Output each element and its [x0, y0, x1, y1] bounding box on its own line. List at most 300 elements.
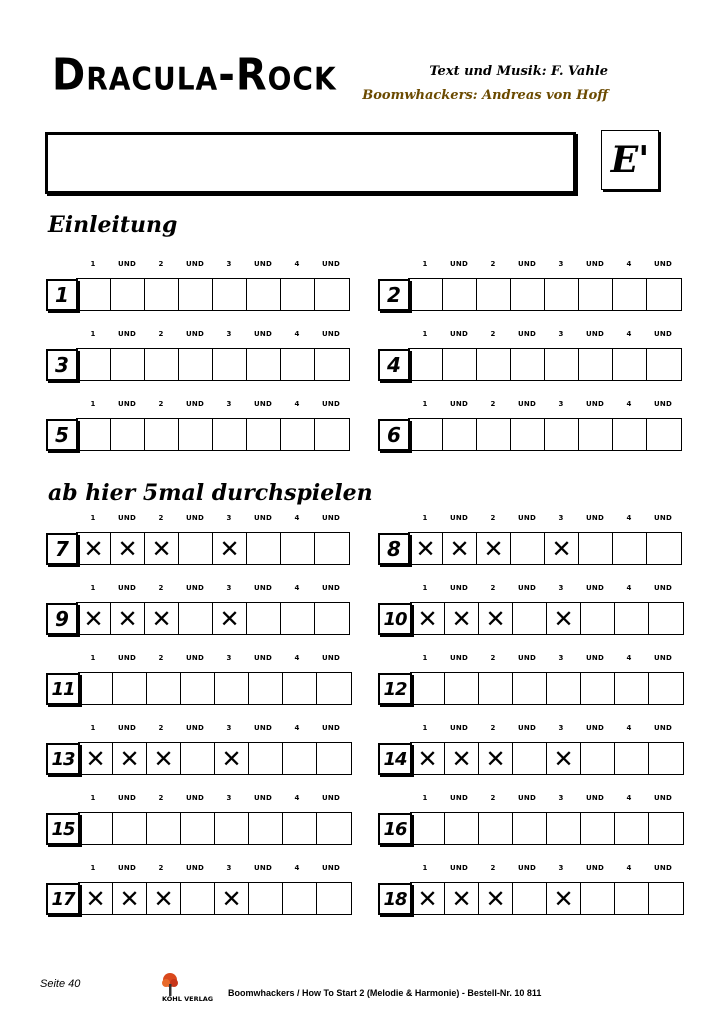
- beat-cells: [410, 742, 684, 775]
- beat-labels: [46, 864, 346, 878]
- beat-cell-empty[interactable]: [411, 673, 445, 704]
- beat-cell-marked[interactable]: [547, 743, 581, 774]
- beat-label: UND: [186, 400, 204, 408]
- beat-cell-marked[interactable]: [445, 743, 479, 774]
- beat-label: UND: [254, 400, 272, 408]
- beat-label: UND: [586, 260, 604, 268]
- beat-cell-empty[interactable]: [215, 673, 249, 704]
- beat-cell-empty[interactable]: [77, 349, 111, 380]
- beat-cell-empty[interactable]: [513, 743, 547, 774]
- bar-number: 1: [46, 279, 78, 311]
- beat-cell-empty[interactable]: [147, 813, 181, 844]
- beat-cell-empty[interactable]: [77, 419, 111, 450]
- beat-cell-empty[interactable]: [179, 419, 213, 450]
- cross-mark-icon: ✕: [219, 604, 240, 633]
- bar-number: 11: [46, 673, 80, 705]
- beat-cells: [408, 532, 682, 565]
- beat-label: UND: [322, 794, 340, 802]
- beat-labels: [378, 584, 678, 598]
- beat-cell-empty[interactable]: [443, 349, 477, 380]
- beat-cell-empty[interactable]: [249, 743, 283, 774]
- beat-cell-empty[interactable]: [181, 813, 215, 844]
- bar-number: 9: [46, 603, 78, 635]
- beat-cell-empty[interactable]: [181, 883, 215, 914]
- beat-cell-empty[interactable]: [479, 813, 513, 844]
- beat-cell-marked[interactable]: [411, 883, 445, 914]
- beat-cell-marked[interactable]: [545, 533, 579, 564]
- beat-cell-empty[interactable]: [315, 419, 349, 450]
- bar-number: 15: [46, 813, 80, 845]
- beat-label: UND: [322, 654, 340, 662]
- beat-cell-empty[interactable]: [283, 813, 317, 844]
- beat-cell-empty[interactable]: [213, 279, 247, 310]
- beat-cell-empty[interactable]: [247, 279, 281, 310]
- bar-number: 18: [378, 883, 412, 915]
- beat-cell-empty[interactable]: [581, 813, 615, 844]
- beat-label: 1: [422, 654, 428, 662]
- bar-number: 10: [378, 603, 412, 635]
- beat-cell-empty[interactable]: [477, 279, 511, 310]
- beat-cell-empty[interactable]: [111, 349, 145, 380]
- beat-cell-empty[interactable]: [579, 533, 613, 564]
- bar-number: 4: [378, 349, 410, 381]
- beat-label: UND: [254, 514, 272, 522]
- beat-cell-empty[interactable]: [545, 419, 579, 450]
- beat-label: UND: [118, 514, 136, 522]
- beat-cells: [410, 812, 684, 845]
- beat-cell-empty[interactable]: [315, 349, 349, 380]
- cross-mark-icon: ✕: [417, 884, 438, 913]
- beat-cell-empty[interactable]: [247, 349, 281, 380]
- beat-cell-empty[interactable]: [647, 349, 681, 380]
- beat-cell-empty[interactable]: [579, 419, 613, 450]
- beat-cell-marked[interactable]: [445, 883, 479, 914]
- beat-cell-empty[interactable]: [445, 673, 479, 704]
- beat-label: 1: [90, 584, 96, 592]
- beat-cell-empty[interactable]: [77, 279, 111, 310]
- beat-label: 3: [558, 260, 564, 268]
- beat-cell-empty[interactable]: [615, 813, 649, 844]
- beat-label: 4: [294, 514, 300, 522]
- bar-number: 3: [46, 349, 78, 381]
- beat-label: 4: [294, 400, 300, 408]
- beat-cell-empty[interactable]: [513, 673, 547, 704]
- beat-cell-marked[interactable]: [79, 743, 113, 774]
- beat-cell-empty[interactable]: [513, 883, 547, 914]
- beat-cell-empty[interactable]: [79, 813, 113, 844]
- cross-mark-icon: ✕: [119, 884, 140, 913]
- beat-label: 2: [490, 724, 496, 732]
- beat-label: 4: [626, 864, 632, 872]
- beat-cell-empty[interactable]: [647, 279, 681, 310]
- beat-label: 2: [490, 654, 496, 662]
- beat-label: 4: [626, 724, 632, 732]
- beat-label: UND: [450, 794, 468, 802]
- beat-cell-empty[interactable]: [113, 813, 147, 844]
- beat-cell-marked[interactable]: [215, 883, 249, 914]
- beat-label: UND: [118, 400, 136, 408]
- beat-label: UND: [518, 260, 536, 268]
- beat-label: 3: [558, 330, 564, 338]
- beat-label: 4: [626, 330, 632, 338]
- beat-label: 3: [558, 654, 564, 662]
- beat-cells: [410, 882, 684, 915]
- name-field-box[interactable]: [45, 132, 576, 194]
- beat-label: UND: [518, 864, 536, 872]
- bar-number: 2: [378, 279, 410, 311]
- beat-labels: [378, 864, 678, 878]
- cross-mark-icon: ✕: [451, 604, 472, 633]
- beat-cell-empty[interactable]: [249, 813, 283, 844]
- bar-number: 14: [378, 743, 412, 775]
- beat-label: 2: [490, 794, 496, 802]
- beat-label: 3: [226, 654, 232, 662]
- beat-label: 4: [294, 330, 300, 338]
- beat-cell-empty[interactable]: [477, 419, 511, 450]
- beat-label: 4: [294, 654, 300, 662]
- beat-label: 1: [422, 724, 428, 732]
- beat-cell-empty[interactable]: [249, 673, 283, 704]
- beat-cell-empty[interactable]: [281, 603, 315, 634]
- bar-number: 17: [46, 883, 80, 915]
- beat-label: UND: [186, 514, 204, 522]
- beat-label: 3: [226, 260, 232, 268]
- beat-cell-marked[interactable]: [477, 533, 511, 564]
- beat-label: UND: [654, 514, 672, 522]
- cross-mark-icon: ✕: [485, 744, 506, 773]
- beat-label: UND: [186, 584, 204, 592]
- beat-cell-empty[interactable]: [283, 743, 317, 774]
- beat-label: UND: [254, 724, 272, 732]
- beat-cell-empty[interactable]: [649, 883, 683, 914]
- beat-label: UND: [450, 330, 468, 338]
- beat-label: UND: [118, 794, 136, 802]
- beat-cell-empty[interactable]: [283, 673, 317, 704]
- beat-cell-marked[interactable]: [213, 533, 247, 564]
- beat-cell-empty[interactable]: [581, 603, 615, 634]
- beat-label: 1: [90, 864, 96, 872]
- beat-cell-marked[interactable]: [77, 533, 111, 564]
- cross-mark-icon: ✕: [417, 744, 438, 773]
- beat-cell-empty[interactable]: [317, 743, 351, 774]
- beat-label: 2: [158, 654, 164, 662]
- beat-cell-empty[interactable]: [613, 279, 647, 310]
- beat-labels: [378, 724, 678, 738]
- beat-labels: [378, 260, 678, 274]
- beat-label: 1: [90, 724, 96, 732]
- beat-cell-empty[interactable]: [317, 883, 351, 914]
- beat-cell-empty[interactable]: [649, 603, 683, 634]
- beat-label: 3: [558, 724, 564, 732]
- beat-cell-empty[interactable]: [545, 349, 579, 380]
- cross-mark-icon: ✕: [449, 534, 470, 563]
- cross-mark-icon: ✕: [119, 744, 140, 773]
- page-title: Dracula-Rock: [52, 50, 337, 101]
- beat-label: 1: [90, 260, 96, 268]
- beat-labels: [46, 330, 346, 344]
- beat-cell-marked[interactable]: [213, 603, 247, 634]
- beat-cell-empty[interactable]: [111, 279, 145, 310]
- beat-cell-empty[interactable]: [281, 349, 315, 380]
- beat-cell-empty[interactable]: [179, 279, 213, 310]
- cross-mark-icon: ✕: [221, 884, 242, 913]
- beat-label: UND: [586, 794, 604, 802]
- beat-cell-empty[interactable]: [443, 279, 477, 310]
- beat-cell-empty[interactable]: [649, 743, 683, 774]
- beat-cell-marked[interactable]: [479, 743, 513, 774]
- beat-labels: [46, 584, 346, 598]
- beat-labels: [378, 514, 678, 528]
- beat-cell-marked[interactable]: [79, 883, 113, 914]
- beat-cell-empty[interactable]: [477, 349, 511, 380]
- beat-label: 3: [226, 724, 232, 732]
- beat-label: UND: [654, 724, 672, 732]
- beat-label: 2: [490, 260, 496, 268]
- beat-label: 3: [226, 330, 232, 338]
- beat-labels: [378, 330, 678, 344]
- beat-cell-marked[interactable]: [113, 743, 147, 774]
- beat-labels: [46, 514, 346, 528]
- beat-cell-empty[interactable]: [315, 279, 349, 310]
- beat-cell-empty[interactable]: [445, 813, 479, 844]
- beat-cell-empty[interactable]: [247, 533, 281, 564]
- cross-mark-icon: ✕: [151, 604, 172, 633]
- beat-labels: [46, 260, 346, 274]
- beat-cell-empty[interactable]: [409, 419, 443, 450]
- cross-mark-icon: ✕: [219, 534, 240, 563]
- beat-cell-empty[interactable]: [247, 603, 281, 634]
- cross-mark-icon: ✕: [483, 534, 504, 563]
- beat-label: 1: [422, 260, 428, 268]
- beat-cell-empty[interactable]: [181, 743, 215, 774]
- beat-cell-empty[interactable]: [547, 673, 581, 704]
- beat-cell-marked[interactable]: [77, 603, 111, 634]
- beat-cell-empty[interactable]: [615, 673, 649, 704]
- beat-cell-empty[interactable]: [511, 533, 545, 564]
- beat-labels: [46, 794, 346, 808]
- publisher-logo: [160, 972, 220, 1002]
- beat-cells: [78, 812, 352, 845]
- beat-cell-empty[interactable]: [443, 419, 477, 450]
- beat-cell-empty[interactable]: [581, 883, 615, 914]
- beat-label: 2: [158, 330, 164, 338]
- beat-cell-empty[interactable]: [615, 743, 649, 774]
- beat-label: UND: [518, 400, 536, 408]
- beat-cell-marked[interactable]: [411, 743, 445, 774]
- beat-cell-empty[interactable]: [547, 813, 581, 844]
- beat-cell-empty[interactable]: [113, 673, 147, 704]
- beat-cell-empty[interactable]: [613, 533, 647, 564]
- beat-cell-marked[interactable]: [147, 883, 181, 914]
- beat-cells: [408, 348, 682, 381]
- beat-cell-marked[interactable]: [445, 603, 479, 634]
- beat-label: UND: [186, 654, 204, 662]
- beat-cell-marked[interactable]: [547, 603, 581, 634]
- beat-cell-empty[interactable]: [409, 279, 443, 310]
- beat-cell-empty[interactable]: [511, 349, 545, 380]
- beat-label: 4: [294, 794, 300, 802]
- beat-label: 4: [626, 260, 632, 268]
- beat-label: 4: [626, 584, 632, 592]
- beat-label: UND: [450, 260, 468, 268]
- section-intro: Einleitung: [48, 212, 178, 238]
- beat-label: 1: [90, 654, 96, 662]
- beat-cell-empty[interactable]: [281, 279, 315, 310]
- beat-label: 3: [558, 794, 564, 802]
- beat-label: 2: [490, 330, 496, 338]
- beat-cell-empty[interactable]: [315, 603, 349, 634]
- cross-mark-icon: ✕: [85, 884, 106, 913]
- beat-label: UND: [254, 864, 272, 872]
- beat-cell-empty[interactable]: [283, 883, 317, 914]
- beat-label: 3: [558, 400, 564, 408]
- cross-mark-icon: ✕: [85, 744, 106, 773]
- beat-label: UND: [118, 654, 136, 662]
- beat-cell-empty[interactable]: [179, 533, 213, 564]
- beat-cell-empty[interactable]: [249, 883, 283, 914]
- beat-label: UND: [118, 584, 136, 592]
- beat-cell-empty[interactable]: [581, 743, 615, 774]
- beat-label: UND: [450, 514, 468, 522]
- beat-cell-marked[interactable]: [113, 883, 147, 914]
- beat-cell-marked[interactable]: [443, 533, 477, 564]
- beat-cell-marked[interactable]: [215, 743, 249, 774]
- cross-mark-icon: ✕: [117, 604, 138, 633]
- beat-label: UND: [254, 330, 272, 338]
- cross-mark-icon: ✕: [151, 534, 172, 563]
- beat-label: UND: [654, 400, 672, 408]
- beat-cell-marked[interactable]: [411, 603, 445, 634]
- beat-label: UND: [654, 260, 672, 268]
- beat-cell-empty[interactable]: [315, 533, 349, 564]
- beat-cell-empty[interactable]: [513, 813, 547, 844]
- beat-cell-empty[interactable]: [213, 349, 247, 380]
- beat-label: UND: [586, 584, 604, 592]
- beat-cell-empty[interactable]: [579, 349, 613, 380]
- beat-cell-empty[interactable]: [281, 533, 315, 564]
- beat-label: 4: [294, 724, 300, 732]
- beat-label: UND: [518, 330, 536, 338]
- beat-cell-empty[interactable]: [513, 603, 547, 634]
- beat-label: UND: [518, 724, 536, 732]
- beat-label: UND: [450, 400, 468, 408]
- beat-label: UND: [322, 330, 340, 338]
- beat-cell-empty[interactable]: [581, 673, 615, 704]
- beat-cell-empty[interactable]: [649, 813, 683, 844]
- beat-cell-marked[interactable]: [111, 603, 145, 634]
- beat-cell-empty[interactable]: [613, 419, 647, 450]
- beat-label: 1: [422, 330, 428, 338]
- cross-mark-icon: ✕: [485, 884, 506, 913]
- beat-label: UND: [254, 260, 272, 268]
- beat-cells: [78, 672, 352, 705]
- beat-cell-empty[interactable]: [281, 419, 315, 450]
- beat-cell-marked[interactable]: [547, 883, 581, 914]
- beat-cell-empty[interactable]: [479, 673, 513, 704]
- beat-cell-empty[interactable]: [615, 603, 649, 634]
- beat-label: 2: [158, 724, 164, 732]
- beat-cell-empty[interactable]: [649, 673, 683, 704]
- beat-cell-empty[interactable]: [111, 419, 145, 450]
- beat-cell-empty[interactable]: [411, 813, 445, 844]
- beat-label: 2: [158, 794, 164, 802]
- beat-cell-marked[interactable]: [145, 603, 179, 634]
- bar-number: 16: [378, 813, 412, 845]
- beat-label: 3: [226, 400, 232, 408]
- beat-cell-empty[interactable]: [545, 279, 579, 310]
- beat-cell-empty[interactable]: [181, 673, 215, 704]
- beat-cell-empty[interactable]: [511, 419, 545, 450]
- beat-cell-empty[interactable]: [511, 279, 545, 310]
- cross-mark-icon: ✕: [451, 884, 472, 913]
- beat-label: 2: [490, 514, 496, 522]
- beat-label: 1: [422, 794, 428, 802]
- beat-cell-empty[interactable]: [579, 279, 613, 310]
- bar-number: 12: [378, 673, 412, 705]
- beat-label: 1: [90, 794, 96, 802]
- beat-labels: [378, 794, 678, 808]
- beat-cell-marked[interactable]: [111, 533, 145, 564]
- beat-cell-marked[interactable]: [479, 883, 513, 914]
- beat-label: 3: [226, 514, 232, 522]
- beat-cell-marked[interactable]: [409, 533, 443, 564]
- beat-label: UND: [186, 260, 204, 268]
- beat-label: UND: [186, 330, 204, 338]
- beat-label: UND: [322, 864, 340, 872]
- beat-label: UND: [322, 260, 340, 268]
- beat-label: UND: [450, 584, 468, 592]
- beat-cell-empty[interactable]: [409, 349, 443, 380]
- beat-cell-empty[interactable]: [145, 349, 179, 380]
- beat-cell-empty[interactable]: [179, 349, 213, 380]
- beat-cells: [76, 278, 350, 311]
- beat-cell-empty[interactable]: [615, 883, 649, 914]
- beat-label: UND: [254, 584, 272, 592]
- beat-cell-empty[interactable]: [647, 533, 681, 564]
- beat-label: UND: [118, 864, 136, 872]
- beat-cell-marked[interactable]: [145, 533, 179, 564]
- beat-cell-marked[interactable]: [147, 743, 181, 774]
- beat-cell-empty[interactable]: [613, 349, 647, 380]
- beat-cell-empty[interactable]: [79, 673, 113, 704]
- beat-label: UND: [186, 864, 204, 872]
- cross-mark-icon: ✕: [451, 744, 472, 773]
- beat-cell-empty[interactable]: [213, 419, 247, 450]
- beat-cell-empty[interactable]: [215, 813, 249, 844]
- beat-cells: [78, 742, 352, 775]
- beat-label: UND: [586, 330, 604, 338]
- beat-cell-empty[interactable]: [179, 603, 213, 634]
- beat-cell-empty[interactable]: [145, 279, 179, 310]
- beat-cell-empty[interactable]: [317, 813, 351, 844]
- beat-cells: [76, 532, 350, 565]
- cross-mark-icon: ✕: [553, 744, 574, 773]
- beat-label: UND: [654, 330, 672, 338]
- beat-cell-empty[interactable]: [145, 419, 179, 450]
- beat-label: 2: [158, 514, 164, 522]
- beat-cell-empty[interactable]: [647, 419, 681, 450]
- beat-label: 2: [158, 260, 164, 268]
- beat-cell-empty[interactable]: [147, 673, 181, 704]
- cross-mark-icon: ✕: [117, 534, 138, 563]
- beat-cell-empty[interactable]: [247, 419, 281, 450]
- beat-label: 2: [158, 584, 164, 592]
- beat-cell-marked[interactable]: [479, 603, 513, 634]
- cross-mark-icon: ✕: [485, 604, 506, 633]
- beat-label: 1: [90, 400, 96, 408]
- beat-cells: [410, 672, 684, 705]
- beat-cell-empty[interactable]: [317, 673, 351, 704]
